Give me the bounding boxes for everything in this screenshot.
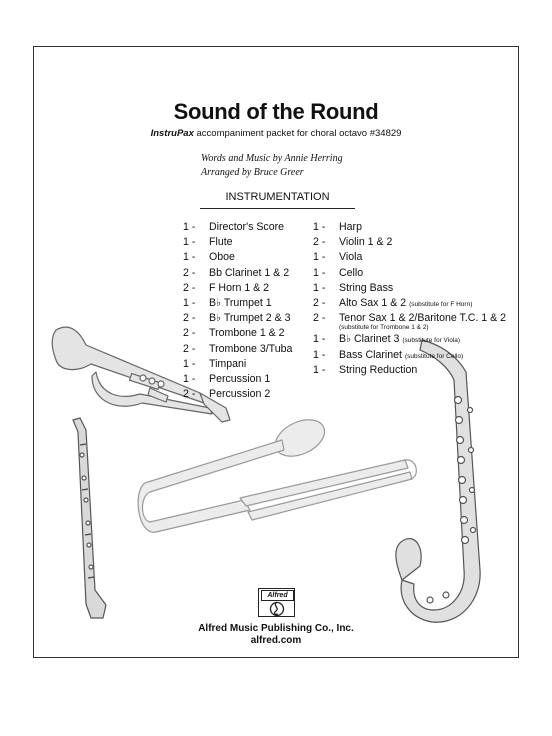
- instrument-quantity: 2 -: [183, 281, 196, 294]
- instrument-substitute-note: (substitute for Viola): [402, 337, 461, 345]
- logo-word: Alfred: [261, 590, 294, 601]
- instrument-name: Director's Score: [209, 221, 285, 233]
- instrument-row: [183, 235, 292, 250]
- instrument-quantity: 1 -: [313, 251, 326, 264]
- instrument-quantity: 1 -: [183, 236, 196, 249]
- instrument-row: [313, 281, 506, 296]
- instrument-name: Percussion 2: [209, 388, 271, 401]
- clarinet-icon: [73, 418, 106, 618]
- instrument-quantity: 1 -: [313, 363, 326, 376]
- instrument-row: [313, 250, 506, 265]
- instrument-row: [183, 220, 292, 235]
- instrument-quantity: 1 -: [313, 333, 326, 346]
- instrument-quantity: 2 -: [183, 266, 196, 279]
- page-title: Sound of the Round: [173, 99, 379, 124]
- instrument-row: [183, 372, 292, 387]
- instrument-name: F Horn 1 & 2: [209, 281, 270, 294]
- instrument-substitute-note: (substitute for Cello): [405, 352, 464, 360]
- publisher-url[interactable]: alfred.com: [250, 635, 302, 646]
- publisher-name: Alfred Music Publishing Co., Inc.: [198, 623, 354, 634]
- instrument-quantity: 2 -: [183, 327, 196, 340]
- instrument-row: [313, 296, 506, 311]
- instrument-quantity: 2 -: [183, 342, 196, 355]
- instrument-row: [183, 387, 292, 402]
- instrument-quantity: 1 -: [313, 221, 326, 233]
- instrument-quantity: 1 -: [313, 281, 326, 294]
- instrument-name: String Reduction: [339, 363, 418, 376]
- arranger-credit: Arranged by Bruce Greer: [201, 167, 304, 178]
- publisher-info: [0, 623, 552, 647]
- instrument-row: [183, 357, 292, 372]
- instrument-row: [183, 281, 292, 296]
- saxophone-icon: [396, 340, 480, 622]
- credits: [201, 152, 343, 180]
- instrument-name: Cello: [339, 266, 364, 279]
- instrument-row: [313, 363, 506, 378]
- instrument-name: Trombone 3/Tuba: [209, 342, 293, 355]
- instrument-name: Flute: [209, 236, 233, 249]
- alfred-logo: [258, 588, 295, 617]
- instrument-row: [183, 342, 292, 357]
- instrument-name: Viola: [339, 251, 363, 264]
- composer-credit: Words and Music by Annie Herring: [201, 153, 343, 164]
- treble-clef-icon: [268, 601, 286, 616]
- instrument-row: [313, 348, 506, 363]
- instrument-substitute-note: (substitute for F Horn): [409, 301, 473, 309]
- instrument-quantity: 1 -: [183, 357, 196, 370]
- instrument-row: [183, 296, 292, 311]
- instrument-quantity: 1 -: [183, 373, 196, 386]
- instrument-name: Violin 1 & 2: [339, 236, 393, 249]
- instrument-row: [313, 332, 506, 347]
- instrument-row: [313, 235, 506, 250]
- instrument-name: Trombone 1 & 2: [209, 327, 285, 340]
- trombone-icon: [138, 413, 416, 533]
- instrument-substitute-note: (substitute for Trombone 1 & 2): [339, 324, 429, 332]
- instrument-quantity: 1 -: [183, 297, 196, 310]
- instrument-name: B♭ Clarinet 3: [339, 333, 400, 346]
- instrument-name: Bass Clarinet: [339, 348, 402, 361]
- instrument-name: Bb Clarinet 1 & 2: [209, 266, 290, 279]
- instrument-list-left: [183, 220, 292, 402]
- instrument-list-right: [313, 220, 506, 378]
- subtitle: [0, 128, 552, 139]
- subtitle-text: accompaniment packet for choral octavo #34829: [193, 128, 402, 139]
- subtitle-brand: InstruPax: [150, 128, 194, 139]
- instrument-quantity: 2 -: [313, 236, 326, 249]
- instrument-quantity: 1 -: [183, 221, 196, 233]
- instrument-row: [183, 250, 292, 265]
- instrument-name: Oboe: [209, 251, 235, 264]
- instrument-name: Tenor Sax 1 & 2/Baritone T.C. 1 & 2: [339, 312, 507, 325]
- instrument-name: Timpani: [209, 357, 247, 370]
- instrument-row: [313, 266, 506, 281]
- instrument-row: [183, 266, 292, 281]
- instrument-quantity: 1 -: [313, 266, 326, 279]
- instrument-quantity: 1 -: [313, 348, 326, 361]
- instrument-name: Percussion 1: [209, 373, 271, 386]
- instrument-quantity: 2 -: [313, 297, 326, 310]
- instrumentation-heading: INSTRUMENTATION: [200, 191, 355, 209]
- instrument-name: Harp: [339, 221, 362, 233]
- instrument-row: [313, 220, 506, 235]
- instrument-row: [183, 311, 292, 326]
- instrument-quantity: 2 -: [313, 312, 326, 325]
- instrument-quantity: 1 -: [183, 251, 196, 264]
- instrument-name: String Bass: [339, 281, 394, 294]
- instrument-quantity: 2 -: [183, 312, 196, 325]
- instrument-name: B♭ Trumpet 2 & 3: [209, 312, 291, 325]
- instrument-name: Alto Sax 1 & 2: [339, 297, 407, 310]
- instrument-quantity: 2 -: [183, 388, 196, 401]
- instrument-name: B♭ Trumpet 1: [209, 297, 272, 310]
- instrument-row: [183, 326, 292, 341]
